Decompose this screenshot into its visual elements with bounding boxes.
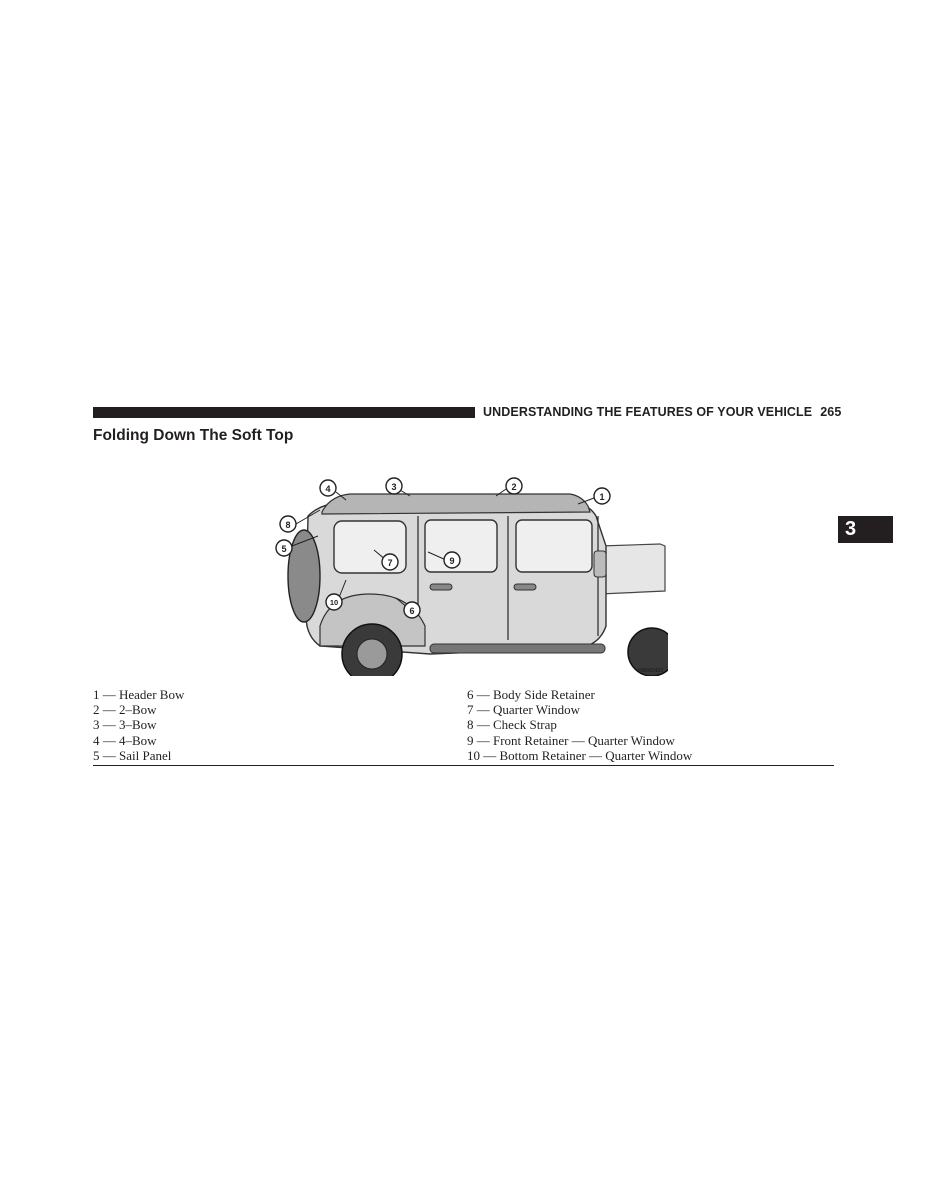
legend-item: 3 — 3–Bow <box>93 717 157 733</box>
side-mirror <box>594 551 606 577</box>
legend-right <box>467 687 692 763</box>
rear-door-window <box>425 520 497 572</box>
running-header <box>483 405 842 419</box>
callout-1 <box>594 488 610 504</box>
legend-item: 8 — Check Strap <box>467 717 557 733</box>
legend-bottom-rule <box>93 765 834 766</box>
callout-2 <box>506 478 522 494</box>
vehicle-hood <box>600 544 665 594</box>
front-door-window <box>516 520 592 572</box>
callout-4 <box>320 480 336 496</box>
header-bar <box>93 407 475 418</box>
callout-7-label: 7 <box>387 558 393 568</box>
soft-top-roof <box>322 494 590 514</box>
callout-8-label: 8 <box>285 520 291 530</box>
legend-item: 6 — Body Side Retainer <box>467 687 595 702</box>
rear-door-handle <box>430 584 452 590</box>
image-code: 036007423 <box>637 668 663 674</box>
front-door-handle <box>514 584 536 590</box>
running-header-title: UNDERSTANDING THE FEATURES OF YOUR VEHICLE <box>483 405 813 419</box>
legend-item: 9 — Front Retainer — Quarter Window <box>467 732 675 748</box>
page-number: 265 <box>820 405 842 419</box>
callout-10 <box>326 594 342 610</box>
legend-item: 5 — Sail Panel <box>93 747 172 763</box>
legend-item: 2 — 2–Bow <box>93 702 157 718</box>
callout-5 <box>276 540 292 556</box>
callout-9 <box>444 552 460 568</box>
callout-3 <box>386 478 402 494</box>
callout-10-label: 10 <box>329 598 339 607</box>
legend-item: 1 — Header Bow <box>93 687 185 702</box>
side-step <box>430 644 605 653</box>
rear-wheel-hub <box>357 639 387 669</box>
callout-1-label: 1 <box>599 492 605 502</box>
callout-9-label: 9 <box>449 556 455 566</box>
legend-item: 7 — Quarter Window <box>467 702 580 718</box>
legend-left <box>93 687 184 763</box>
spare-tire <box>288 530 320 622</box>
callout-5-label: 5 <box>281 544 287 554</box>
callout-8 <box>280 516 296 532</box>
soft-top-vehicle-illustration <box>260 476 668 676</box>
page-title: Folding Down The Soft Top <box>93 427 294 444</box>
callout-4-label: 4 <box>325 484 331 494</box>
legend-item: 10 — Bottom Retainer — Quarter Window <box>467 747 693 763</box>
callout-6 <box>404 602 420 618</box>
legend-item: 4 — 4–Bow <box>93 732 157 748</box>
callout-3-label: 3 <box>391 482 397 492</box>
callout-7 <box>382 554 398 570</box>
callout-6-label: 6 <box>409 606 415 616</box>
chapter-tab: 3 <box>838 516 893 543</box>
callout-2-label: 2 <box>511 482 517 492</box>
